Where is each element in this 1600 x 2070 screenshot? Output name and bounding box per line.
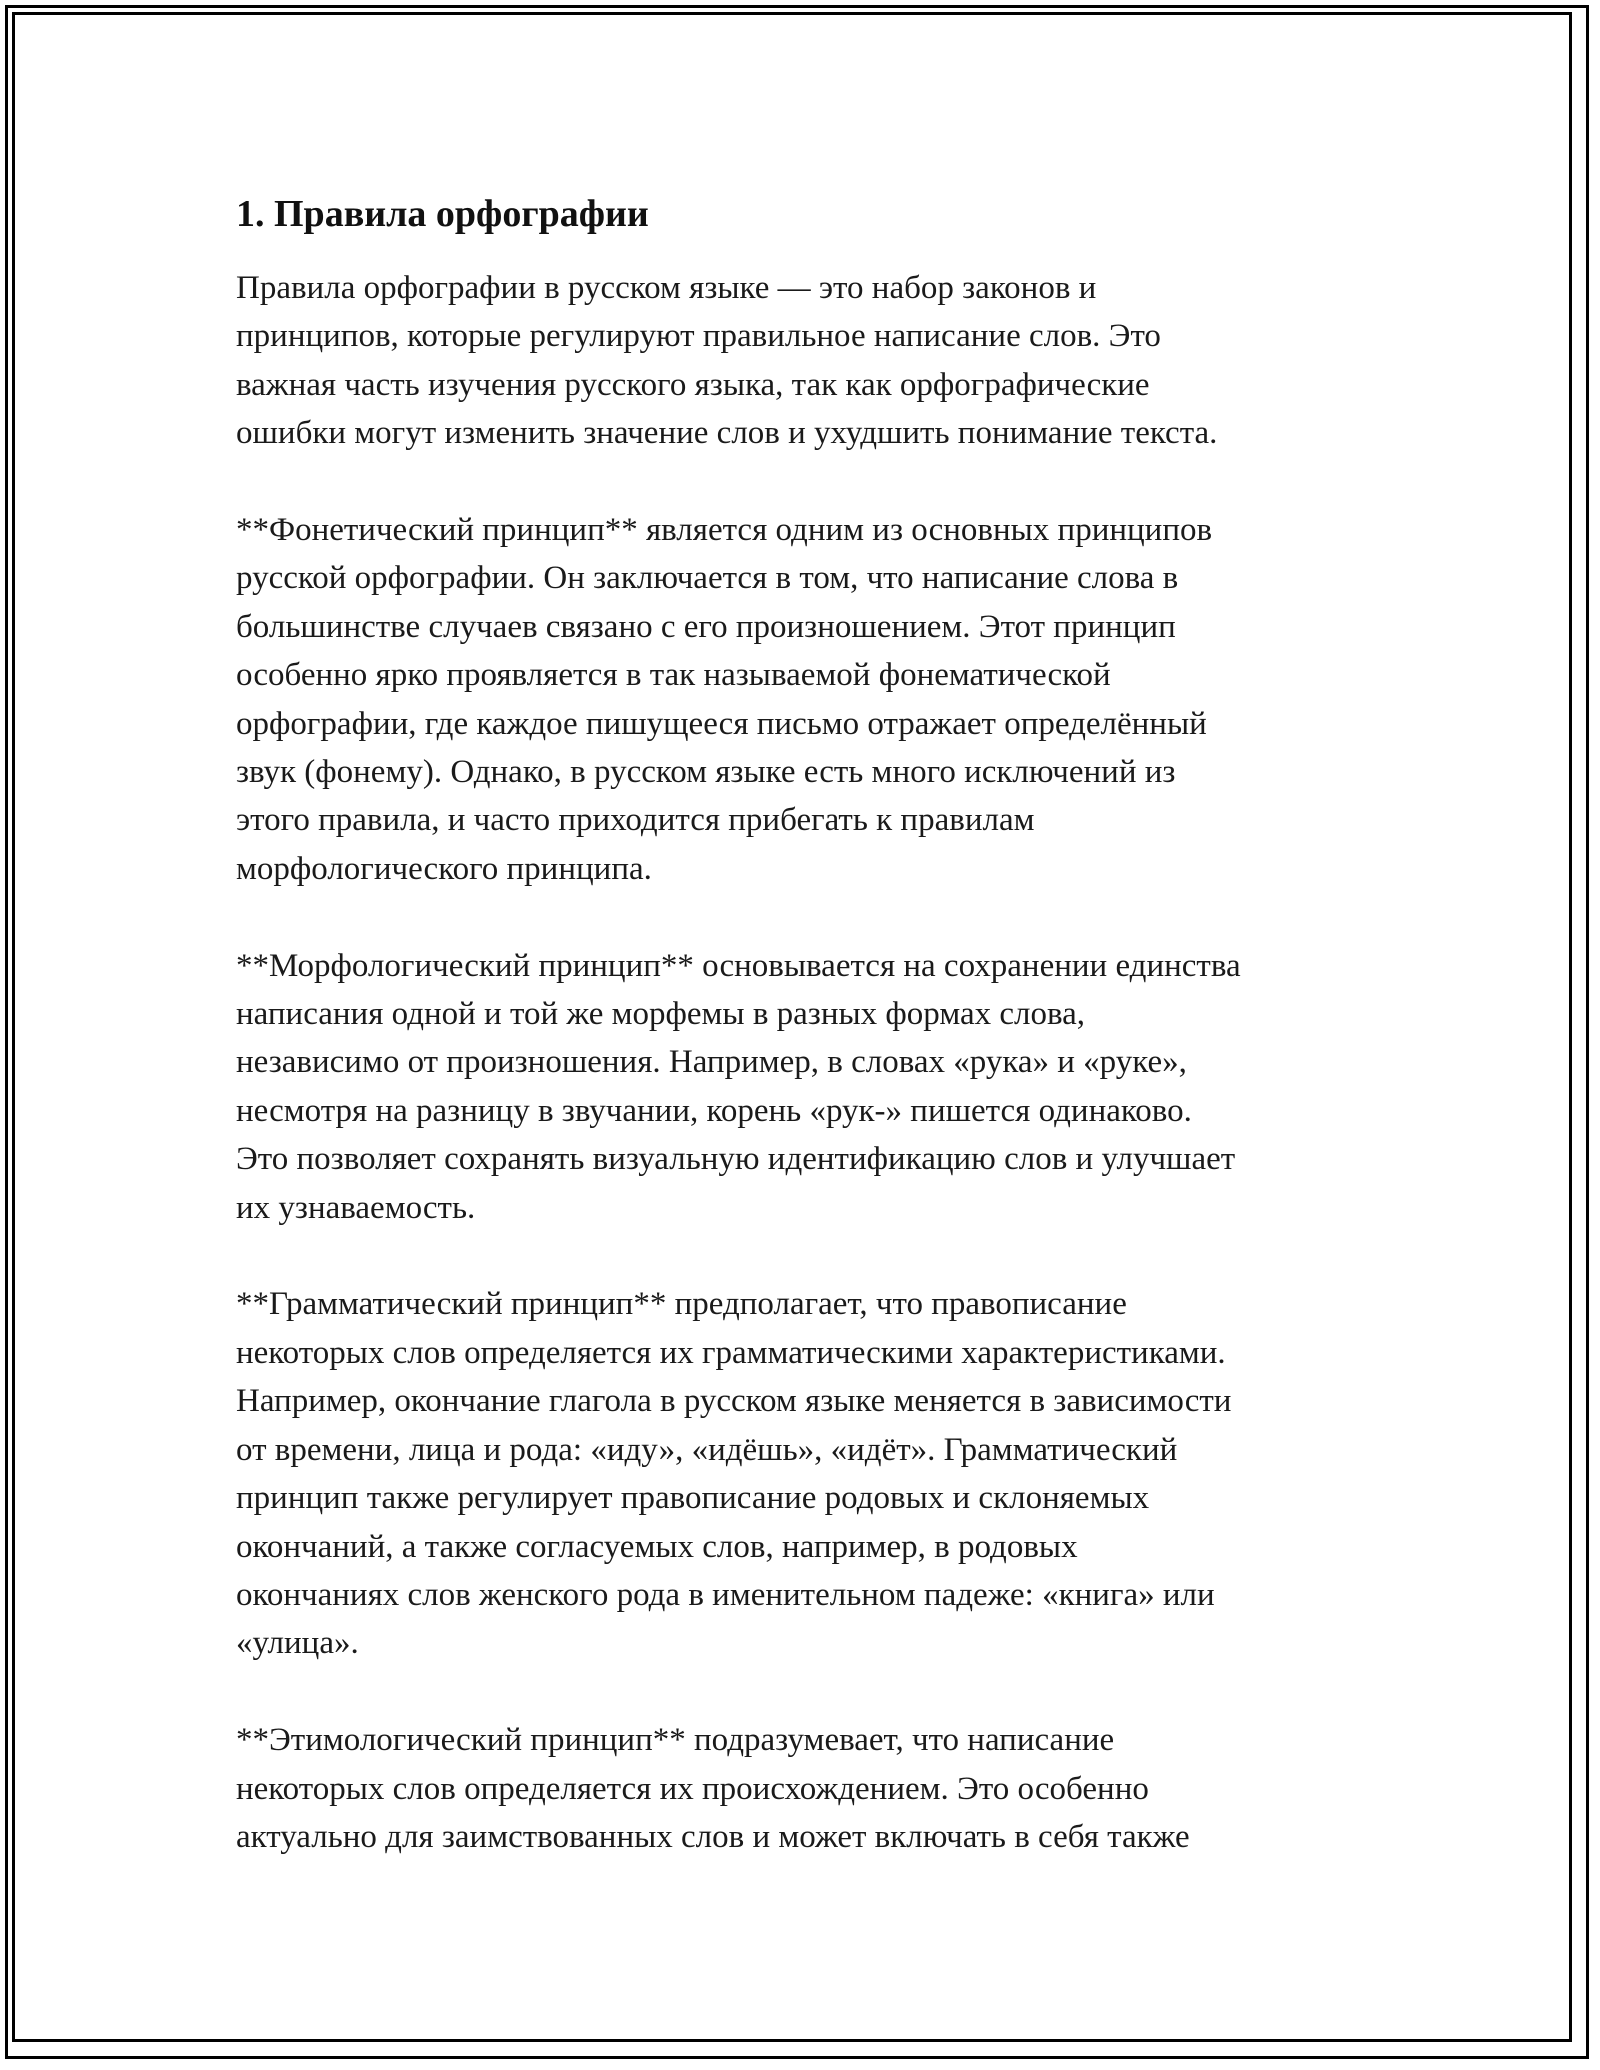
text-line: принципов, которые регулируют правильное написание слов. Это [236, 318, 1161, 355]
text-line: **Грамматический принцип** предполагает, что правописание [236, 1286, 1127, 1323]
text-line: звук (фонему). Однако, в русском языке есть много исключений из [236, 754, 1176, 791]
text-line: независимо от произношения. Например, в словах «рука» и «руке», [236, 1044, 1187, 1081]
paragraph-morphological-principle [236, 942, 1376, 1232]
text-line: принцип также регулирует правописание родовых и склоняемых [236, 1480, 1150, 1517]
text-line: **Этимологический принцип** подразумевает, что написание [236, 1722, 1115, 1759]
text-line: ошибки могут изменить значение слов и ухудшить понимание текста. [236, 415, 1218, 452]
text-line: большинстве случаев связано с его произношением. Этот принцип [236, 608, 1176, 645]
text-line: Правила орфографии в русском языке — это набор законов и [236, 270, 1097, 306]
text-line: **Фонетический принцип** является одним из основных принципов [236, 512, 1213, 549]
text-line: орфографии, где каждое пишущееся письмо отражает определённый [236, 705, 1207, 742]
text-line: окончаниях слов женского рода в именительном падеже: «книга» или [236, 1576, 1215, 1613]
text-line: их узнаваемость. [236, 1189, 476, 1226]
text-line: особенно ярко проявляется в так называемой фонематической [236, 657, 1111, 694]
text-line: написания одной и той же морфемы в разных формах слова, [236, 996, 1086, 1033]
text-line: этого правила, и часто приходится прибегать к правилам [236, 802, 1035, 839]
text-line: некоторых слов определяется их грамматическими характеристиками. [236, 1334, 1226, 1371]
paragraph-etymological-principle [236, 1716, 1376, 1861]
text-line: несмотря на разницу в звучании, корень «рук-» пишется одинаково. [236, 1092, 1192, 1129]
text-line: русской орфографии. Он заключается в том, что написание слова в [236, 560, 1179, 597]
text-line: некоторых слов определяется их происхождением. Это особенно [236, 1770, 1149, 1807]
paragraph-phonetic-principle [236, 506, 1376, 893]
text-line: важная часть изучения русского языка, так как орфографические [236, 366, 1150, 403]
text-line: от времени, лица и рода: «иду», «идёшь», «идёт». Грамматический [236, 1431, 1178, 1468]
text-line: Это позволяет сохранять визуальную идентификацию слов и улучшает [236, 1141, 1236, 1178]
text-line: актуально для заимствованных слов и может включать в себя также [236, 1818, 1190, 1855]
text-line: «улица». [236, 1625, 359, 1662]
text-line: морфологического принципа. [236, 850, 652, 887]
section-heading: 1. Правила орфографии [236, 193, 649, 235]
text-line: окончаний, а также согласуемых слов, например, в родовых [236, 1528, 1078, 1565]
document-body [236, 188, 1376, 1861]
text-line: Например, окончание глагола в русском языке меняется в зависимости [236, 1383, 1232, 1420]
paragraph-grammatical-principle [236, 1280, 1376, 1667]
text-line: **Морфологический принцип** основывается на сохранении единства [236, 947, 1241, 984]
paragraph-intro [236, 264, 1376, 458]
